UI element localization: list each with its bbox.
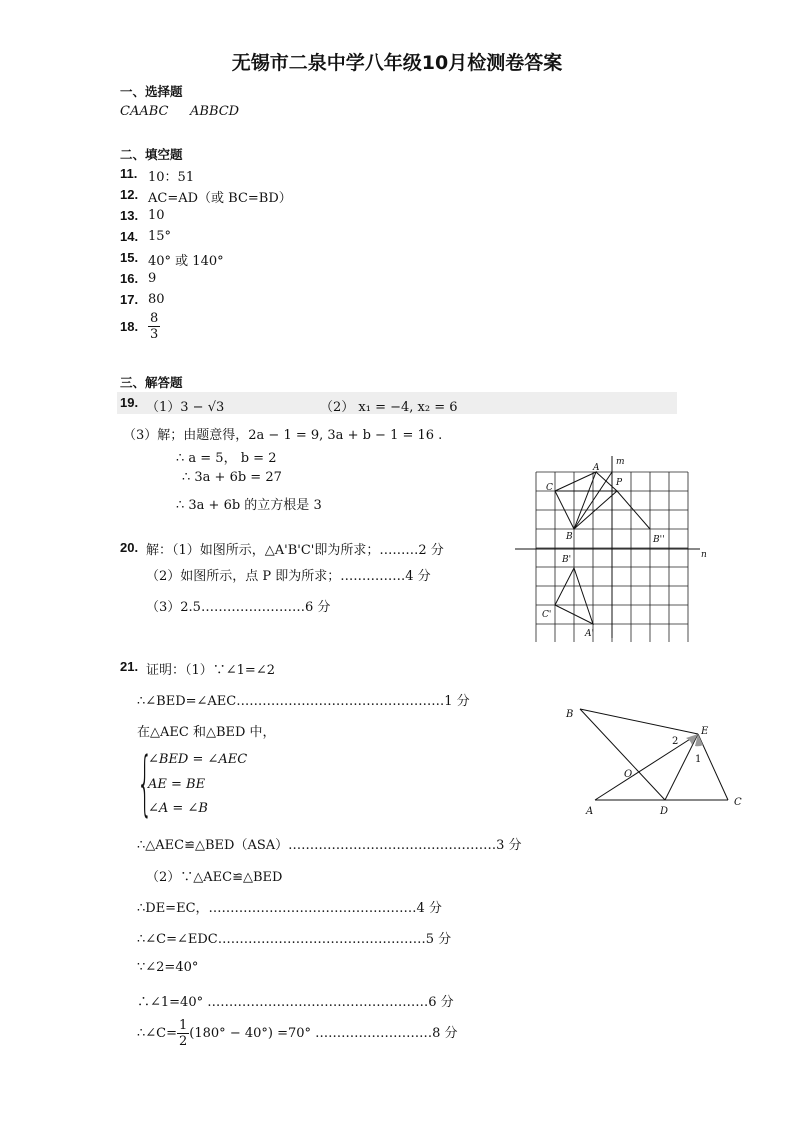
fill-item-answer: 15° [148,229,172,244]
q21-line10-prefix: ∴∠C= [137,1026,178,1041]
choice-answers-2: ABBCD [190,104,240,119]
segment-BD [580,709,665,800]
section-2-heading: 二、填空题 [120,147,183,162]
label-n: n [701,550,707,560]
label-C: C [734,797,742,808]
q21-line7: ∴∠C=∠EDC…………………………………………5 分 [137,932,452,947]
fill-item-answer: 80 [148,292,165,307]
q20-line1: 解：（1）如图所示，△A'B'C'即为所求；………2 分 [146,543,444,558]
label-C1: C' [542,610,552,620]
q21-line4: ∴△AEC≌△BED（ASA）…………………………………………3 分 [137,838,522,853]
fill-item-number: 15. [120,250,139,265]
label-A: A [586,806,594,817]
q19-line3: ∴ 3a + 6b 的立方根是 3 [176,498,322,513]
label-B2: B'' [653,535,665,545]
q18-numerator: 8 [150,311,159,326]
label-B: B [566,709,574,720]
q18-denominator: 3 [150,327,159,342]
q21-line9: ∴∠1=40° ……………………………………………6 分 [137,995,454,1010]
q20-line3: （3）2.5……………………6 分 [146,600,331,615]
q19-part2: （2） x₁ = −4, x₂ = 6 [320,400,458,415]
system-brace: { [137,742,153,824]
fill-item-answer: 40° 或 140° [148,254,224,269]
q21-line5: （2）∵△AEC≌△BED [146,870,283,885]
label-B1: B' [562,555,572,565]
q21-cond1: ∠BED = ∠AEC [148,752,248,767]
q21-half-den: 2 [179,1034,188,1049]
q21-line3: 在△AEC 和△BED 中， [137,725,276,740]
segment-AE [595,734,698,800]
label-D: D [660,806,669,817]
q21-line1: 证明：（1）∵∠1=∠2 [146,663,275,678]
q21-cond2: AE = BE [148,777,206,792]
label-P: P [616,478,623,488]
q21-line10-suffix: (180° − 40°) =70° ………………………8 分 [189,1026,458,1041]
fill-item-answer: AC=AD（或 BC=BD） [148,191,292,206]
page-title: 无锡市二泉中学八年级10月检测卷答案 [231,52,563,74]
label-angle-1: 1 [695,754,702,765]
fill-item-number: 14. [120,229,139,244]
q19-number: 19. [120,395,139,410]
grid-figure [512,452,712,642]
label-m: m [616,457,625,467]
segment-BE [580,709,698,734]
q21-number: 21. [120,659,139,674]
fill-item-number: 16. [120,271,139,286]
fill-item-number: 12. [120,187,139,202]
q19-line2: ∴ 3a + 6b = 27 [182,470,282,485]
q19-part1: （1）3 − √3 [146,400,225,415]
q18-answer [148,311,160,342]
fill-item-number: 11. [120,166,138,181]
q21-cond3: ∠A = ∠B [148,801,208,816]
label-angle-2: 2 [672,736,679,747]
label-O: O [624,769,633,780]
fill-item-answer: 10：51 [148,170,195,185]
q19-line1: ∴ a = 5， b = 2 [176,451,277,466]
q21-line2: ∴∠BED=∠AEC…………………………………………1 分 [137,694,470,709]
fill-item-number: 17. [120,292,139,307]
label-C: C [546,483,553,493]
label-A1: A' [585,629,594,639]
section-1-heading: 一、选择题 [120,84,183,99]
q21-line6: ∴DE=EC，…………………………………………4 分 [137,901,442,916]
q21-half-num: 1 [179,1018,188,1033]
fill-item-number: 13. [120,208,139,223]
fill-item-answer: 9 [148,271,157,286]
label-A: A [593,463,600,473]
triangle-abc [555,472,596,529]
q19-part3: （3）解；由题意得，2a − 1 = 9, 3a + b − 1 = 16 . [123,428,443,443]
label-B: B [566,532,573,542]
q18-number: 18. [120,319,139,334]
q20-line2: （2）如图所示，点 P 即为所求；……………4 分 [146,569,431,584]
choice-answers-1: CAABC [120,104,169,119]
fill-item-answer: 10 [148,208,165,223]
q21-line8: ∵∠2=40° [137,960,199,975]
q20-number: 20. [120,540,139,555]
triangle-figure [555,700,755,820]
label-E: E [701,726,709,737]
segment-a-p [596,472,617,491]
q21-line10 [137,1018,458,1049]
section-3-heading: 三、解答题 [120,375,183,390]
segment-DE [665,734,698,800]
